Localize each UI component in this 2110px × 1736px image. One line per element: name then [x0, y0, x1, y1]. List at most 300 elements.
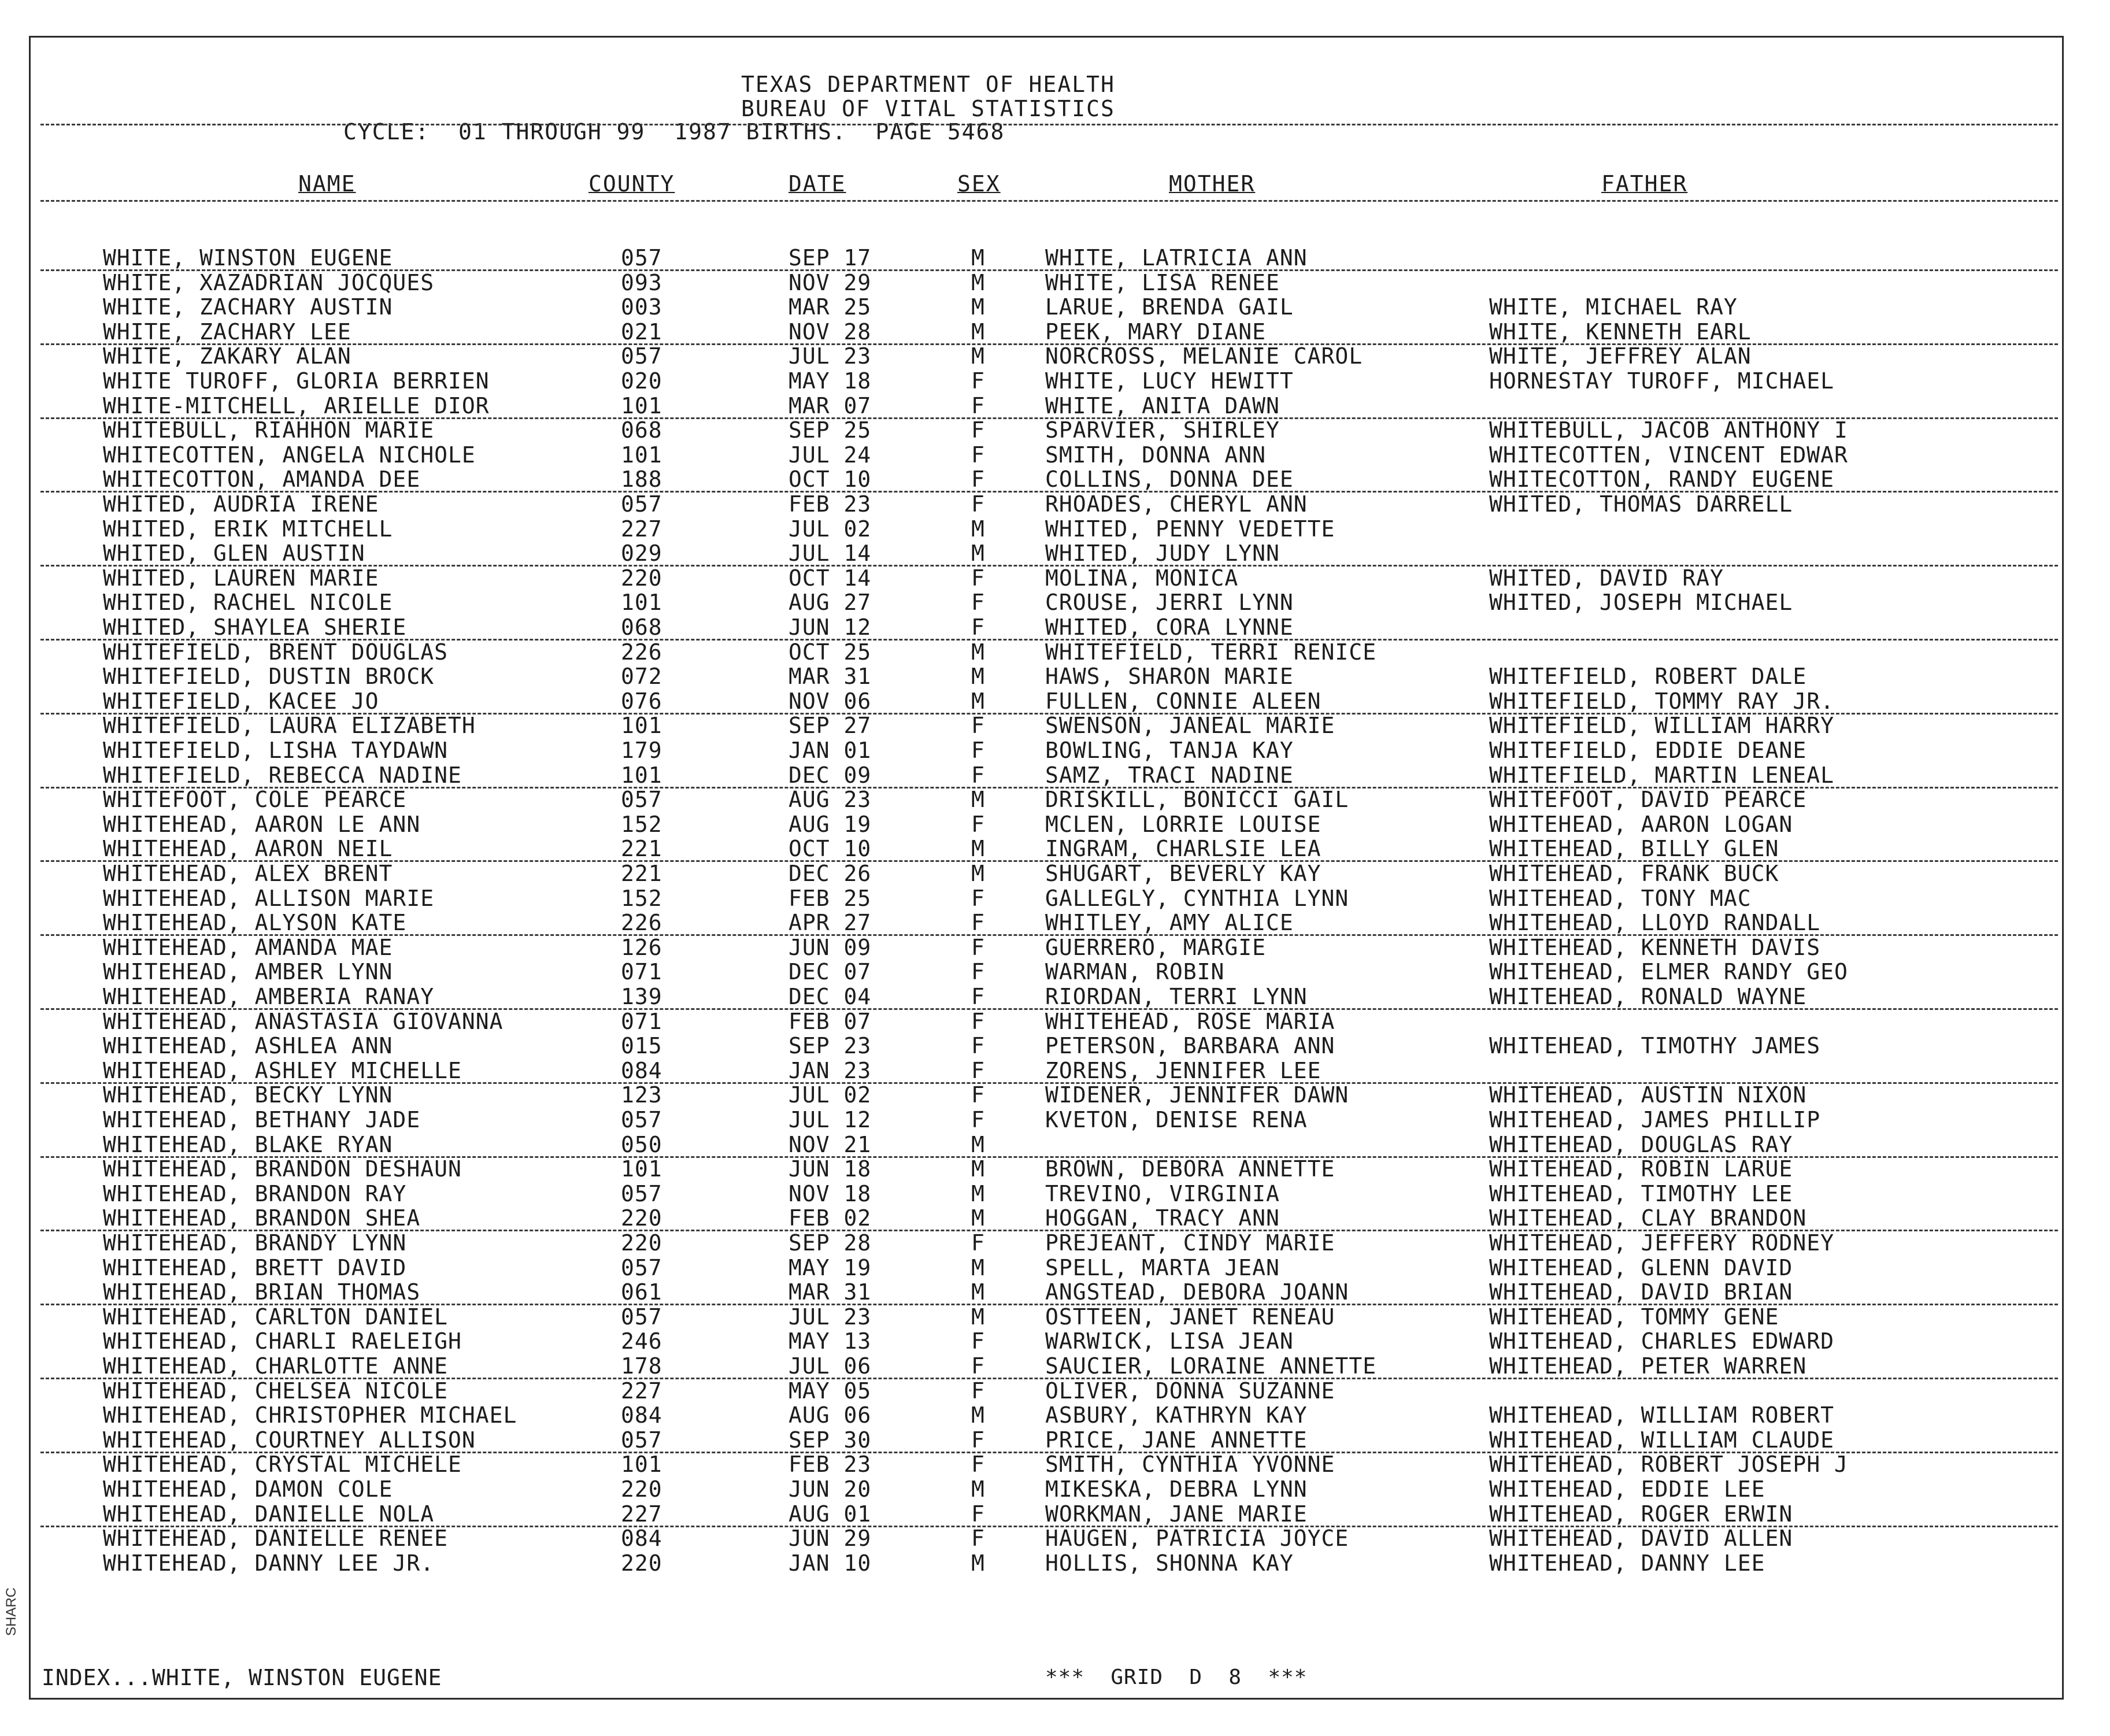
cell-father: WHITE, MICHAEL RAY — [1489, 294, 1738, 320]
cell-sex: F — [971, 393, 985, 419]
cell-name: WHITED, SHAYLEA SHERIE — [103, 615, 407, 640]
cell-date: SEP 23 — [789, 1033, 872, 1058]
cell-sex: F — [971, 886, 985, 911]
cell-father: WHITEHEAD, GLENN DAVID — [1489, 1255, 1793, 1280]
cell-name: WHITEBULL, RIAHHON MARIE — [103, 417, 435, 443]
cell-sex: M — [971, 1402, 985, 1428]
cell-county: 101 — [621, 393, 662, 419]
cell-date: JAN 23 — [789, 1058, 872, 1083]
cell-father: WHITEHEAD, CHARLES EDWARD — [1489, 1328, 1834, 1354]
cell-date: NOV 29 — [789, 270, 872, 295]
cell-father: WHITEBULL, JACOB ANTHONY I — [1489, 417, 1848, 443]
cell-name: WHITEHEAD, COURTNEY ALLISON — [103, 1427, 476, 1453]
cell-name: WHITEHEAD, CARLTON DANIEL — [103, 1304, 448, 1330]
cell-date: OCT 25 — [789, 639, 872, 665]
header-divider — [40, 124, 2058, 125]
cell-county: 101 — [621, 762, 662, 788]
cell-county: 227 — [621, 516, 662, 542]
cell-sex: M — [971, 1156, 985, 1182]
cell-county: 068 — [621, 417, 662, 443]
cell-date: JUL 02 — [789, 516, 872, 542]
cell-county: 057 — [621, 1255, 662, 1280]
cell-father: WHITEHEAD, WILLIAM CLAUDE — [1489, 1427, 1834, 1453]
cell-date: NOV 21 — [789, 1132, 872, 1157]
cell-sex: F — [971, 1058, 985, 1083]
cell-county: 227 — [621, 1501, 662, 1527]
cell-mother: PREJEANT, CINDY MARIE — [1045, 1230, 1335, 1256]
cell-name: WHITEHEAD, BRIAN THOMAS — [103, 1279, 421, 1305]
cell-mother: HAWS, SHARON MARIE — [1045, 664, 1294, 689]
cell-mother: WIDENER, JENNIFER DAWN — [1045, 1082, 1349, 1108]
cell-date: MAR 31 — [789, 1279, 872, 1305]
cell-father: WHITEHEAD, AARON LOGAN — [1489, 812, 1793, 837]
cell-mother: SHUGART, BEVERLY KAY — [1045, 861, 1321, 886]
cell-name: WHITECOTTEN, ANGELA NICHOLE — [103, 442, 476, 468]
cell-name: WHITEFIELD, LISHA TAYDAWN — [103, 738, 448, 763]
cell-sex: F — [971, 590, 985, 615]
cell-date: NOV 28 — [789, 319, 872, 345]
cell-mother: HOLLIS, SHONNA KAY — [1045, 1550, 1294, 1576]
cell-county: 220 — [621, 565, 662, 591]
cell-mother: BROWN, DEBORA ANNETTE — [1045, 1156, 1335, 1182]
cell-father: WHITEHEAD, ROGER ERWIN — [1489, 1501, 1793, 1527]
cell-name: WHITEHEAD, BRANDON DESHAUN — [103, 1156, 462, 1182]
cell-date: JUN 20 — [789, 1476, 872, 1502]
cell-county: 226 — [621, 910, 662, 935]
cell-name: WHITEHEAD, BRANDY LYNN — [103, 1230, 407, 1256]
cell-date: OCT 14 — [789, 565, 872, 591]
cell-date: SEP 30 — [789, 1427, 872, 1453]
cell-name: WHITE TUROFF, GLORIA BERRIEN — [103, 368, 490, 394]
cell-mother: LARUE, BRENDA GAIL — [1045, 294, 1294, 320]
cell-date: JUN 12 — [789, 615, 872, 640]
cell-father: WHITEHEAD, ELMER RANDY GEO — [1489, 959, 1848, 984]
cell-sex: F — [971, 1082, 985, 1108]
cell-sex: F — [971, 615, 985, 640]
cell-mother: COLLINS, DONNA DEE — [1045, 467, 1294, 492]
cell-date: FEB 07 — [789, 1009, 872, 1034]
cell-county: 093 — [621, 270, 662, 295]
cell-name: WHITE, ZACHARY AUSTIN — [103, 294, 393, 320]
cell-date: MAR 25 — [789, 294, 872, 320]
cell-county: 126 — [621, 935, 662, 960]
cell-mother: OLIVER, DONNA SUZANNE — [1045, 1378, 1335, 1404]
footer-grid: *** GRID D 8 *** — [1045, 1665, 1308, 1689]
cell-mother: WHITED, PENNY VEDETTE — [1045, 516, 1335, 542]
cell-mother: HAUGEN, PATRICIA JOYCE — [1045, 1526, 1349, 1551]
cell-sex: M — [971, 270, 985, 295]
cell-county: 227 — [621, 1378, 662, 1404]
cell-mother: SAMZ, TRACI NADINE — [1045, 762, 1294, 788]
cell-mother: NORCROSS, MELANIE CAROL — [1045, 343, 1363, 369]
cell-date: AUG 23 — [789, 787, 872, 812]
cell-name: WHITEFIELD, DUSTIN BROCK — [103, 664, 435, 689]
column-header-mother: MOTHER — [1169, 171, 1256, 197]
department-title: TEXAS DEPARTMENT OF HEALTH — [741, 72, 1115, 97]
cell-sex: M — [971, 1476, 985, 1502]
cell-father: WHITEHEAD, TONY MAC — [1489, 886, 1752, 911]
cell-date: JUL 02 — [789, 1082, 872, 1108]
cell-father: HORNESTAY TUROFF, MICHAEL — [1489, 368, 1834, 394]
cell-sex: M — [971, 1304, 985, 1330]
cell-date: JAN 10 — [789, 1550, 872, 1576]
cell-county: 246 — [621, 1328, 662, 1354]
cell-county: 220 — [621, 1230, 662, 1256]
cell-mother: ASBURY, KATHRYN KAY — [1045, 1402, 1308, 1428]
cell-mother: ZORENS, JENNIFER LEE — [1045, 1058, 1321, 1083]
cell-father: WHITED, JOSEPH MICHAEL — [1489, 590, 1793, 615]
cell-date: MAY 05 — [789, 1378, 872, 1404]
cell-name: WHITEHEAD, DANNY LEE JR. — [103, 1550, 435, 1576]
cell-date: JUL 24 — [789, 442, 872, 468]
cell-sex: M — [971, 664, 985, 689]
cell-sex: F — [971, 1328, 985, 1354]
cell-name: WHITEFOOT, COLE PEARCE — [103, 787, 407, 812]
cell-date: JUN 09 — [789, 935, 872, 960]
cell-name: WHITEHEAD, AMANDA MAE — [103, 935, 393, 960]
cell-county: 057 — [621, 1427, 662, 1453]
cell-mother: SAUCIER, LORAINE ANNETTE — [1045, 1353, 1377, 1379]
cell-mother: ANGSTEAD, DEBORA JOANN — [1045, 1279, 1349, 1305]
cell-sex: M — [971, 1255, 985, 1280]
cell-name: WHITEFIELD, LAURA ELIZABETH — [103, 713, 476, 738]
cell-sex: F — [971, 762, 985, 788]
cell-date: MAY 19 — [789, 1255, 872, 1280]
cell-father: WHITEHEAD, RONALD WAYNE — [1489, 984, 1807, 1009]
cell-name: WHITEHEAD, AMBER LYNN — [103, 959, 393, 984]
cell-county: 057 — [621, 1181, 662, 1206]
cell-sex: F — [971, 1353, 985, 1379]
cell-sex: M — [971, 639, 985, 665]
cell-name: WHITEFIELD, KACEE JO — [103, 689, 379, 714]
cell-date: MAR 07 — [789, 393, 872, 419]
cell-date: MAY 13 — [789, 1328, 872, 1354]
cell-date: FEB 23 — [789, 1452, 872, 1477]
cell-father: WHITEHEAD, ROBIN LARUE — [1489, 1156, 1793, 1182]
cell-date: JUL 12 — [789, 1107, 872, 1132]
cell-sex: M — [971, 1181, 985, 1206]
cell-county: 179 — [621, 738, 662, 763]
cell-date: DEC 07 — [789, 959, 872, 984]
cell-name: WHITEHEAD, DANIELLE RENEE — [103, 1526, 448, 1551]
cell-county: 068 — [621, 615, 662, 640]
cell-mother: SWENSON, JANEAL MARIE — [1045, 713, 1335, 738]
cell-name: WHITEHEAD, ALEX BRENT — [103, 861, 393, 886]
cell-father: WHITEHEAD, DOUGLAS RAY — [1489, 1132, 1793, 1157]
cell-mother: MOLINA, MONICA — [1045, 565, 1239, 591]
cell-date: OCT 10 — [789, 467, 872, 492]
cell-father: WHITEHEAD, CLAY BRANDON — [1489, 1205, 1807, 1231]
cell-date: APR 27 — [789, 910, 872, 935]
cell-name: WHITEHEAD, DAMON COLE — [103, 1476, 393, 1502]
cell-father: WHITEFIELD, TOMMY RAY JR. — [1489, 689, 1834, 714]
cell-name: WHITEHEAD, CHRISTOPHER MICHAEL — [103, 1402, 517, 1428]
cell-mother: CROUSE, JERRI LYNN — [1045, 590, 1294, 615]
cell-date: AUG 01 — [789, 1501, 872, 1527]
cell-sex: F — [971, 368, 985, 394]
cell-mother: SMITH, CYNTHIA YVONNE — [1045, 1452, 1335, 1477]
cell-county: 221 — [621, 861, 662, 886]
cell-county: 220 — [621, 1476, 662, 1502]
cell-date: JUL 23 — [789, 343, 872, 369]
cell-father: WHITEFIELD, MARTIN LENEAL — [1489, 762, 1834, 788]
cell-name: WHITE-MITCHELL, ARIELLE DIOR — [103, 393, 490, 419]
side-label: SHARC — [3, 1587, 19, 1636]
cell-date: DEC 09 — [789, 762, 872, 788]
cell-mother: SMITH, DONNA ANN — [1045, 442, 1267, 468]
cell-county: 101 — [621, 713, 662, 738]
cell-sex: F — [971, 565, 985, 591]
cell-sex: F — [971, 442, 985, 468]
cell-date: JUN 18 — [789, 1156, 872, 1182]
column-header-name: NAME — [298, 171, 356, 197]
cell-sex: M — [971, 516, 985, 542]
column-header-date: DATE — [789, 171, 846, 197]
cell-mother: WARWICK, LISA JEAN — [1045, 1328, 1294, 1354]
cell-mother: INGRAM, CHARLSIE LEA — [1045, 836, 1321, 861]
cell-date: MAR 31 — [789, 664, 872, 689]
cell-father: WHITEHEAD, WILLIAM ROBERT — [1489, 1402, 1834, 1428]
cell-sex: F — [971, 417, 985, 443]
cell-father: WHITEHEAD, ROBERT JOSEPH J — [1489, 1452, 1848, 1477]
cell-county: 152 — [621, 886, 662, 911]
cell-county: 071 — [621, 1009, 662, 1034]
cell-mother: WHITEHEAD, ROSE MARIA — [1045, 1009, 1335, 1034]
cell-father: WHITEFIELD, WILLIAM HARRY — [1489, 713, 1834, 738]
cell-sex: M — [971, 319, 985, 345]
cell-sex: F — [971, 1378, 985, 1404]
cell-father: WHITEHEAD, LLOYD RANDALL — [1489, 910, 1821, 935]
cell-county: 057 — [621, 787, 662, 812]
cell-date: FEB 02 — [789, 1205, 872, 1231]
cell-father: WHITED, DAVID RAY — [1489, 565, 1724, 591]
cell-sex: F — [971, 910, 985, 935]
cell-name: WHITE, XAZADRIAN JOCQUES — [103, 270, 435, 295]
cell-sex: F — [971, 1501, 985, 1527]
cell-father: WHITEHEAD, TOMMY GENE — [1489, 1304, 1779, 1330]
cell-sex: F — [971, 713, 985, 738]
cell-county: 101 — [621, 590, 662, 615]
cell-name: WHITE, WINSTON EUGENE — [103, 245, 393, 271]
cell-county: 020 — [621, 368, 662, 394]
cell-father: WHITEHEAD, DAVID ALLEN — [1489, 1526, 1793, 1551]
cell-mother: GUERRERO, MARGIE — [1045, 935, 1267, 960]
cell-father: WHITEFIELD, ROBERT DALE — [1489, 664, 1807, 689]
cell-sex: M — [971, 1550, 985, 1576]
cell-mother: PRICE, JANE ANNETTE — [1045, 1427, 1308, 1453]
cell-name: WHITED, ERIK MITCHELL — [103, 516, 393, 542]
cell-sex: F — [971, 1526, 985, 1551]
cell-sex: M — [971, 541, 985, 566]
cell-name: WHITEHEAD, AARON NEIL — [103, 836, 393, 861]
cell-date: MAY 18 — [789, 368, 872, 394]
cell-mother: WHITED, CORA LYNNE — [1045, 615, 1294, 640]
cell-name: WHITED, GLEN AUSTIN — [103, 541, 365, 566]
cell-sex: F — [971, 1033, 985, 1058]
cell-sex: F — [971, 738, 985, 763]
cell-county: 050 — [621, 1132, 662, 1157]
cell-name: WHITEHEAD, AARON LE ANN — [103, 812, 421, 837]
cell-county: 178 — [621, 1353, 662, 1379]
cell-name: WHITEHEAD, CRYSTAL MICHELE — [103, 1452, 462, 1477]
cell-father: WHITEHEAD, JEFFERY RODNEY — [1489, 1230, 1834, 1256]
cell-father: WHITEHEAD, KENNETH DAVIS — [1489, 935, 1821, 960]
cell-sex: M — [971, 861, 985, 886]
cell-date: AUG 19 — [789, 812, 872, 837]
cell-sex: F — [971, 935, 985, 960]
cell-date: AUG 06 — [789, 1402, 872, 1428]
cell-name: WHITEHEAD, ALYSON KATE — [103, 910, 407, 935]
cell-name: WHITEHEAD, BECKY LYNN — [103, 1082, 393, 1108]
cell-mother: KVETON, DENISE RENA — [1045, 1107, 1308, 1132]
cell-date: SEP 17 — [789, 245, 872, 271]
cell-father: WHITED, THOMAS DARRELL — [1489, 491, 1793, 517]
cell-date: SEP 25 — [789, 417, 872, 443]
cell-sex: F — [971, 1107, 985, 1132]
cell-sex: F — [971, 1427, 985, 1453]
cell-sex: F — [971, 1230, 985, 1256]
cell-sex: M — [971, 1279, 985, 1305]
column-header-father: FATHER — [1601, 171, 1688, 197]
cell-date: JUN 29 — [789, 1526, 872, 1551]
cell-county: 226 — [621, 639, 662, 665]
cell-county: 072 — [621, 664, 662, 689]
column-header-sex: SEX — [957, 171, 1001, 197]
cell-name: WHITEHEAD, DANIELLE NOLA — [103, 1501, 435, 1527]
cell-name: WHITEHEAD, AMBERIA RANAY — [103, 984, 435, 1009]
cell-county: 057 — [621, 1304, 662, 1330]
cell-sex: F — [971, 467, 985, 492]
cell-name: WHITEHEAD, BRANDON SHEA — [103, 1205, 421, 1231]
cell-name: WHITEHEAD, ANASTASIA GIOVANNA — [103, 1009, 504, 1034]
cell-name: WHITED, AUDRIA IRENE — [103, 491, 379, 517]
cell-mother: WHITLEY, AMY ALICE — [1045, 910, 1294, 935]
cell-father: WHITEHEAD, EDDIE LEE — [1489, 1476, 1765, 1502]
cell-name: WHITEFIELD, BRENT DOUGLAS — [103, 639, 448, 665]
cell-county: 220 — [621, 1205, 662, 1231]
cell-county: 188 — [621, 467, 662, 492]
cell-county: 021 — [621, 319, 662, 345]
cell-father: WHITEHEAD, DANNY LEE — [1489, 1550, 1765, 1576]
cell-mother: PETERSON, BARBARA ANN — [1045, 1033, 1335, 1058]
cell-mother: FULLEN, CONNIE ALEEN — [1045, 689, 1321, 714]
cell-name: WHITED, LAUREN MARIE — [103, 565, 379, 591]
cell-father: WHITE, KENNETH EARL — [1489, 319, 1752, 345]
cell-county: 071 — [621, 959, 662, 984]
cell-mother: RHOADES, CHERYL ANN — [1045, 491, 1308, 517]
cell-sex: M — [971, 689, 985, 714]
cell-sex: M — [971, 1132, 985, 1157]
cell-mother: GALLEGLY, CYNTHIA LYNN — [1045, 886, 1349, 911]
cell-mother: WARMAN, ROBIN — [1045, 959, 1225, 984]
cell-name: WHITEHEAD, ASHLEY MICHELLE — [103, 1058, 462, 1083]
cell-sex: M — [971, 343, 985, 369]
cell-date: NOV 18 — [789, 1181, 872, 1206]
cell-date: DEC 04 — [789, 984, 872, 1009]
cell-date: JUL 06 — [789, 1353, 872, 1379]
cell-county: 003 — [621, 294, 662, 320]
cell-sex: F — [971, 491, 985, 517]
cell-mother: WHITE, LISA RENEE — [1045, 270, 1280, 295]
cell-county: 123 — [621, 1082, 662, 1108]
cell-father: WHITEFOOT, DAVID PEARCE — [1489, 787, 1807, 812]
cell-mother: HOGGAN, TRACY ANN — [1045, 1205, 1280, 1231]
cell-county: 076 — [621, 689, 662, 714]
cell-father: WHITE, JEFFREY ALAN — [1489, 343, 1752, 369]
cell-county: 057 — [621, 1107, 662, 1132]
cell-date: JAN 01 — [789, 738, 872, 763]
cell-sex: M — [971, 294, 985, 320]
cell-sex: F — [971, 984, 985, 1009]
cell-mother: WHITED, JUDY LYNN — [1045, 541, 1280, 566]
cell-county: 084 — [621, 1526, 662, 1551]
cell-date: AUG 27 — [789, 590, 872, 615]
cell-father: WHITECOTTEN, VINCENT EDWAR — [1489, 442, 1848, 468]
cell-date: NOV 06 — [789, 689, 872, 714]
cell-date: JUL 14 — [789, 541, 872, 566]
cell-father: WHITEHEAD, DAVID BRIAN — [1489, 1279, 1793, 1305]
cell-county: 015 — [621, 1033, 662, 1058]
cell-name: WHITEHEAD, ASHLEA ANN — [103, 1033, 393, 1058]
cell-sex: F — [971, 1452, 985, 1477]
cell-county: 061 — [621, 1279, 662, 1305]
cell-name: WHITEHEAD, CHARLOTTE ANNE — [103, 1353, 448, 1379]
cell-name: WHITED, RACHEL NICOLE — [103, 590, 393, 615]
cell-mother: WORKMAN, JANE MARIE — [1045, 1501, 1308, 1527]
column-header-county: COUNTY — [588, 171, 675, 197]
cell-father: WHITEHEAD, TIMOTHY LEE — [1489, 1181, 1793, 1206]
cell-sex: M — [971, 836, 985, 861]
cell-sex: M — [971, 787, 985, 812]
cell-mother: TREVINO, VIRGINIA — [1045, 1181, 1280, 1206]
cell-name: WHITEHEAD, BRANDON RAY — [103, 1181, 407, 1206]
cell-father: WHITEHEAD, JAMES PHILLIP — [1489, 1107, 1821, 1132]
cell-sex: F — [971, 812, 985, 837]
cell-date: SEP 27 — [789, 713, 872, 738]
cell-date: JUL 23 — [789, 1304, 872, 1330]
cell-county: 139 — [621, 984, 662, 1009]
cell-mother: PEEK, MARY DIANE — [1045, 319, 1267, 345]
cell-mother: SPARVIER, SHIRLEY — [1045, 417, 1280, 443]
cell-county: 101 — [621, 1156, 662, 1182]
cell-mother: MIKESKA, DEBRA LYNN — [1045, 1476, 1308, 1502]
cell-county: 057 — [621, 491, 662, 517]
cell-mother: OSTTEEN, JANET RENEAU — [1045, 1304, 1335, 1330]
cell-date: OCT 10 — [789, 836, 872, 861]
columns-divider — [40, 200, 2058, 202]
cell-name: WHITEFIELD, REBECCA NADINE — [103, 762, 462, 788]
cell-sex: M — [971, 245, 985, 271]
cell-father: WHITEHEAD, FRANK BUCK — [1489, 861, 1779, 886]
cell-father: WHITEFIELD, EDDIE DEANE — [1489, 738, 1807, 763]
cell-father: WHITEHEAD, BILLY GLEN — [1489, 836, 1779, 861]
cell-mother: WHITE, LUCY HEWITT — [1045, 368, 1294, 394]
cell-county: 221 — [621, 836, 662, 861]
cell-county: 084 — [621, 1058, 662, 1083]
cell-name: WHITEHEAD, BLAKE RYAN — [103, 1132, 393, 1157]
cell-name: WHITEHEAD, CHELSEA NICOLE — [103, 1378, 448, 1404]
cell-sex: F — [971, 1009, 985, 1034]
footer-index: INDEX...WHITE, WINSTON EUGENE — [42, 1665, 442, 1690]
cell-county: 220 — [621, 1550, 662, 1576]
cell-name: WHITE, ZACHARY LEE — [103, 319, 351, 345]
cell-date: FEB 25 — [789, 886, 872, 911]
cell-county: 057 — [621, 343, 662, 369]
cell-county: 101 — [621, 442, 662, 468]
bureau-title: BUREAU OF VITAL STATISTICS — [741, 96, 1115, 121]
cell-mother: SPELL, MARTA JEAN — [1045, 1255, 1280, 1280]
cell-sex: F — [971, 959, 985, 984]
